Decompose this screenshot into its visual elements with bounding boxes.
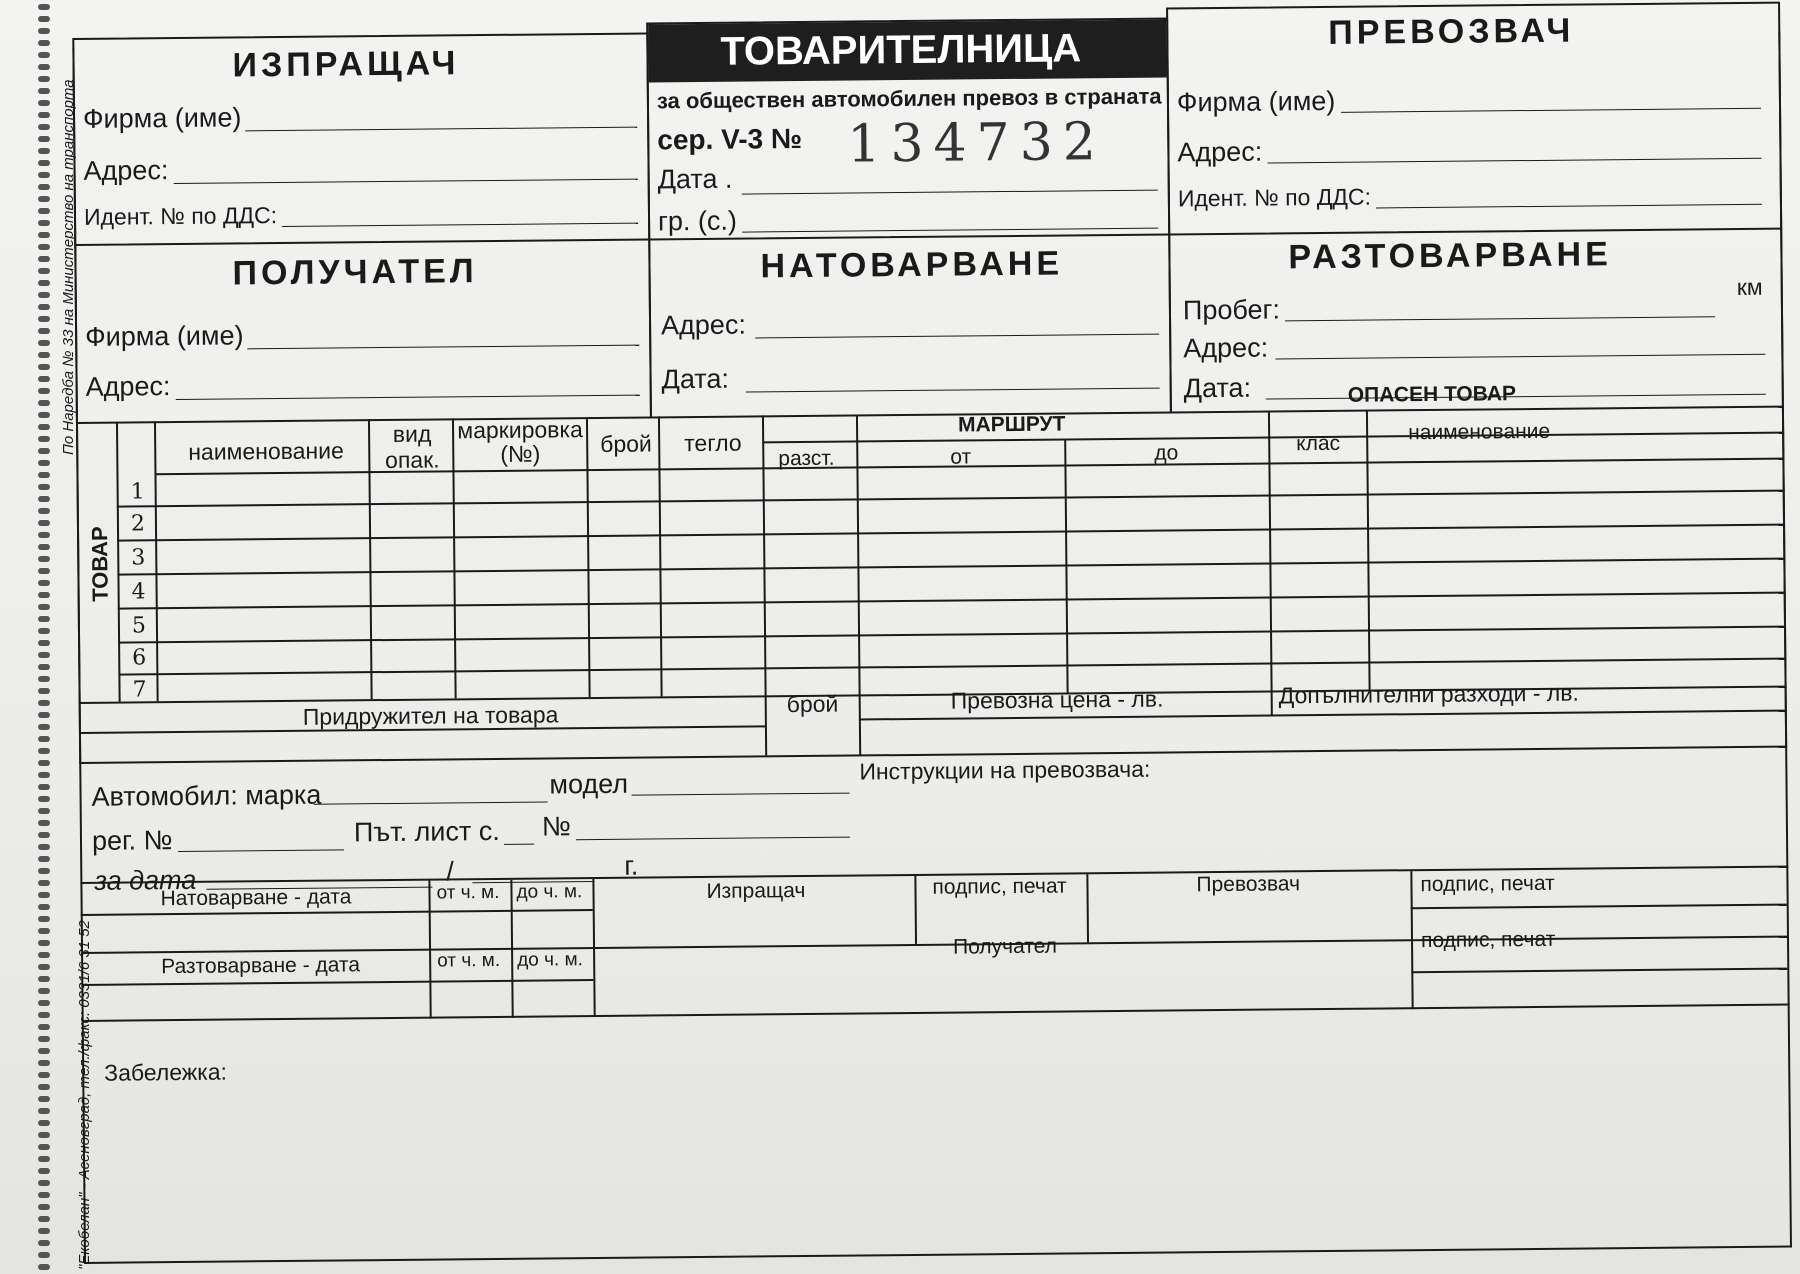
carrier-firm-label: Фирма (име) [1176,85,1336,118]
waybill-subtitle: за обществен автомобилен превоз в страната [656,83,1162,114]
spiral-ring [38,52,50,58]
vehicle-reg-label: рег. № [91,825,173,856]
spiral-ring [38,124,50,130]
recipient-address-field[interactable] [176,395,640,400]
row-number: 1 [130,479,145,505]
spiral-ring [38,472,50,478]
unloading-mileage-label: Пробег: [1182,294,1281,326]
unloading-address-field[interactable] [1275,354,1765,360]
spiral-ring [38,448,50,454]
spiral-ring [38,424,50,430]
spiral-ring [38,592,50,598]
goods-side-label: ТОВАР [86,526,113,602]
signature-stamp-label-3: подпис, печат [1420,927,1556,953]
loading-section [648,233,1172,418]
waybill-city-field[interactable] [742,228,1158,233]
spiral-ring [38,436,50,442]
sender-vat-field[interactable] [282,223,638,227]
instructions-label: Инструкции на превозвача: [859,755,1151,785]
spiral-ring [38,1024,50,1030]
note-field[interactable] [92,1022,1784,1238]
spiral-ring [38,1168,50,1174]
spiral-ring [38,676,50,682]
signature-stamp-label-1: подпис, печат [932,874,1067,899]
header-weight: тегло [684,429,742,457]
spiral-ring [38,388,50,394]
unloading-address-label: Адрес: [1183,332,1269,364]
spiral-ring [38,832,50,838]
header-from: от [950,445,972,469]
recipient-signature-label: Получател [952,934,1058,959]
spiral-ring [38,1216,50,1222]
spiral-ring [38,292,50,298]
recipient-section [74,238,652,424]
header-dangerous: ОПАСЕН ТОВАР [1347,382,1517,407]
spiral-ring [38,196,50,202]
carrier-signature-label: Превозвач [1196,872,1301,897]
unloading-to-hour: до ч. м. [517,949,583,971]
spiral-ring [38,100,50,106]
spiral-ring [38,964,50,970]
sender-vat-label: Идент. № по ДДС: [83,202,278,230]
spiral-ring [38,64,50,70]
spiral-ring [38,112,50,118]
spiral-ring [38,328,50,334]
sender-signature-label: Изпращач [706,879,806,903]
spiral-ring [38,820,50,826]
spiral-ring [38,904,50,910]
header-danger-name: наименование [1408,419,1551,445]
waybill-number: 134732 [847,112,1107,175]
header-class: клас [1296,431,1341,456]
waybill-title-bar [648,19,1167,82]
carrier-title: ПРЕВОЗВАЧ [1328,11,1575,52]
spiral-ring [38,1120,50,1126]
waybill-date-field[interactable] [742,190,1158,195]
header-route: МАРШРУТ [957,412,1066,437]
sender-section [72,32,650,246]
recipient-firm-label: Фирма (име) [85,320,244,352]
waybill-title: ТОВАРИТЕЛНИЦА [720,26,1082,74]
vehicle-no-field[interactable] [576,837,850,841]
vehicle-no-label: № [541,811,571,842]
spiral-ring [38,1132,50,1138]
unloading-mileage-field[interactable] [1285,316,1715,321]
margin-printer-text: "Екобелан" - Асеновград, тел./факс: 0331/6 31 52 [76,920,93,1270]
waybill-city-label: гр. (с.) [657,205,738,237]
spiral-ring [38,640,50,646]
spiral-ring [38,208,50,214]
loading-date-label: Дата: [661,363,730,395]
spiral-ring [38,340,50,346]
spiral-ring [38,28,50,34]
spiral-ring [38,1060,50,1066]
waybill-section [646,17,1170,240]
spiral-ring [38,844,50,850]
spiral-ring [38,1240,50,1246]
loading-to-hour: до ч. м. [516,881,583,903]
loading-title: НАТОВАРВАНЕ [760,244,1064,286]
spiral-ring [38,1264,50,1270]
spiral-ring [38,304,50,310]
row-number: 5 [131,613,147,639]
spiral-ring [38,616,50,622]
spiral-ring [38,1144,50,1150]
header-to: до [1154,441,1179,465]
spiral-ring [38,1156,50,1162]
header-count: брой [600,430,652,457]
spiral-ring [38,88,50,94]
loading-address-field[interactable] [755,334,1159,339]
extra-costs-label: Допълнителни разходи - лв. [1278,679,1579,709]
spiral-ring [38,364,50,370]
spiral-ring [38,1252,50,1258]
escort-count-label: брой [786,690,839,718]
unloading-title: РАЗТОВАРВАНЕ [1288,235,1612,277]
spiral-ring [38,688,50,694]
sender-address-label: Адрес: [83,155,169,186]
unloading-date-label: Дата: [1183,372,1252,404]
vehicle-model-field[interactable] [632,793,850,796]
spiral-ring [38,1108,50,1114]
vehicle-for-date-label: за дата [94,864,197,896]
vehicle-waybill-field[interactable] [504,844,534,845]
spiral-ring [38,376,50,382]
escort-label: Придружител на товара [302,701,559,730]
spiral-ring [38,232,50,238]
spiral-ring [38,280,50,286]
spiral-ring [38,496,50,502]
note-label: Забележка: [104,1058,228,1086]
vehicle-waybill-label: Път. лист с. [353,815,500,848]
vehicle-model-label: модел [549,768,629,800]
spiral-ring [38,1048,50,1054]
spiral-ring [38,856,50,862]
spiral-ring [38,460,50,466]
spiral-ring [38,520,50,526]
spiral-ring [38,1228,50,1234]
spiral-ring [38,4,50,10]
spiral-ring [38,532,50,538]
spiral-ring [38,892,50,898]
spiral-ring [38,508,50,514]
carrier-address-label: Адрес: [1177,136,1263,168]
vehicle-brand-label: Автомобил: марка [91,779,322,812]
transport-price-label: Превозна цена - лв. [950,685,1164,714]
sender-firm-label: Фирма (име) [82,102,242,134]
waybill-date-label: Дата . [657,163,733,195]
vehicle-brand-field[interactable] [314,801,548,804]
waybill-form [72,0,1794,1264]
signature-stamp-label-2: подпис, печат [1420,871,1555,897]
spiral-ring [38,748,50,754]
spiral-ring [38,136,50,142]
times-signatures-section [80,866,1789,1022]
waybill-series: сер. V-3 № [657,122,803,156]
spiral-ring [38,568,50,574]
spiral-ring [38,1084,50,1090]
spiral-ring [38,220,50,226]
spiral-ring [38,772,50,778]
vehicle-date-slash: / [446,856,454,887]
carrier-firm-field[interactable] [1341,108,1761,113]
spiral-ring [38,664,50,670]
spiral-ring [38,1036,50,1042]
spiral-ring [38,1012,50,1018]
loading-date-field[interactable] [746,388,1160,393]
spiral-ring [38,316,50,322]
spiral-ring [38,256,50,262]
sender-firm-field[interactable] [245,127,637,132]
sender-title: ИЗПРАЩАЧ [232,44,460,85]
spiral-ring [38,880,50,886]
spiral-ring [38,988,50,994]
loading-from-hour: от ч. м. [436,881,500,904]
unloading-time-label: Разтоварване - дата [161,953,361,979]
spiral-ring [38,244,50,250]
spiral-ring [38,1180,50,1186]
row-number: 4 [131,579,146,605]
unloading-km-unit: км [1736,273,1763,301]
spiral-ring [38,712,50,718]
recipient-title: ПОЛУЧАТЕЛ [232,252,478,293]
spiral-ring [38,268,50,274]
sender-address-field[interactable] [174,179,638,184]
spiral-ring [38,916,50,922]
spiral-ring [38,1096,50,1102]
row-number: 6 [132,645,147,671]
header-pack-type: вид опак. [384,420,440,474]
header-name: наименование [188,437,344,465]
row-number: 2 [130,511,146,537]
loading-address-label: Адрес: [660,309,747,341]
spiral-ring [38,808,50,814]
carrier-section [1166,2,1782,236]
spiral-ring [38,184,50,190]
spiral-ring [38,556,50,562]
header-marking: маркировка (№) [457,416,583,467]
vehicle-year-label: г. [624,850,639,881]
spiral-ring [38,700,50,706]
spiral-ring [38,484,50,490]
margin-regulation-text: По Наредба № 33 на Министерство на транспорта [60,79,77,455]
carrier-vat-label: Идент. № по ДДС: [1177,183,1372,212]
recipient-address-label: Адрес: [85,371,171,402]
carrier-address-field[interactable] [1268,158,1762,164]
spiral-ring [38,868,50,874]
row-number: 7 [132,677,147,703]
unloading-from-hour: от ч. м. [437,949,501,972]
loading-time-label: Натоварване - дата [160,885,352,911]
vehicle-reg-field[interactable] [178,849,344,852]
spiral-ring [38,604,50,610]
spiral-ring [38,1192,50,1198]
carrier-vat-field[interactable] [1376,204,1762,209]
spiral-ring [38,544,50,550]
spiral-ring [38,1072,50,1078]
spiral-ring [38,16,50,22]
spiral-ring [38,400,50,406]
spiral-ring [38,1204,50,1210]
spiral-ring [38,976,50,982]
spiral-ring [38,1000,50,1006]
recipient-firm-field[interactable] [247,345,639,350]
spiral-ring [38,928,50,934]
spiral-ring [38,412,50,418]
spiral-ring [38,736,50,742]
spiral-ring [38,352,50,358]
spiral-ring [38,76,50,82]
spiral-binding [0,0,58,1274]
spiral-ring [38,40,50,46]
spiral-ring [38,784,50,790]
row-number: 3 [131,545,146,571]
spiral-ring [38,628,50,634]
spiral-ring [38,148,50,154]
spiral-ring [38,580,50,586]
spiral-ring [38,760,50,766]
spiral-ring [38,172,50,178]
spiral-ring [38,796,50,802]
spiral-ring [38,652,50,658]
spiral-ring [38,160,50,166]
spiral-ring [38,940,50,946]
header-distance: разст. [778,446,835,471]
spiral-ring [38,952,50,958]
spiral-ring [38,724,50,730]
